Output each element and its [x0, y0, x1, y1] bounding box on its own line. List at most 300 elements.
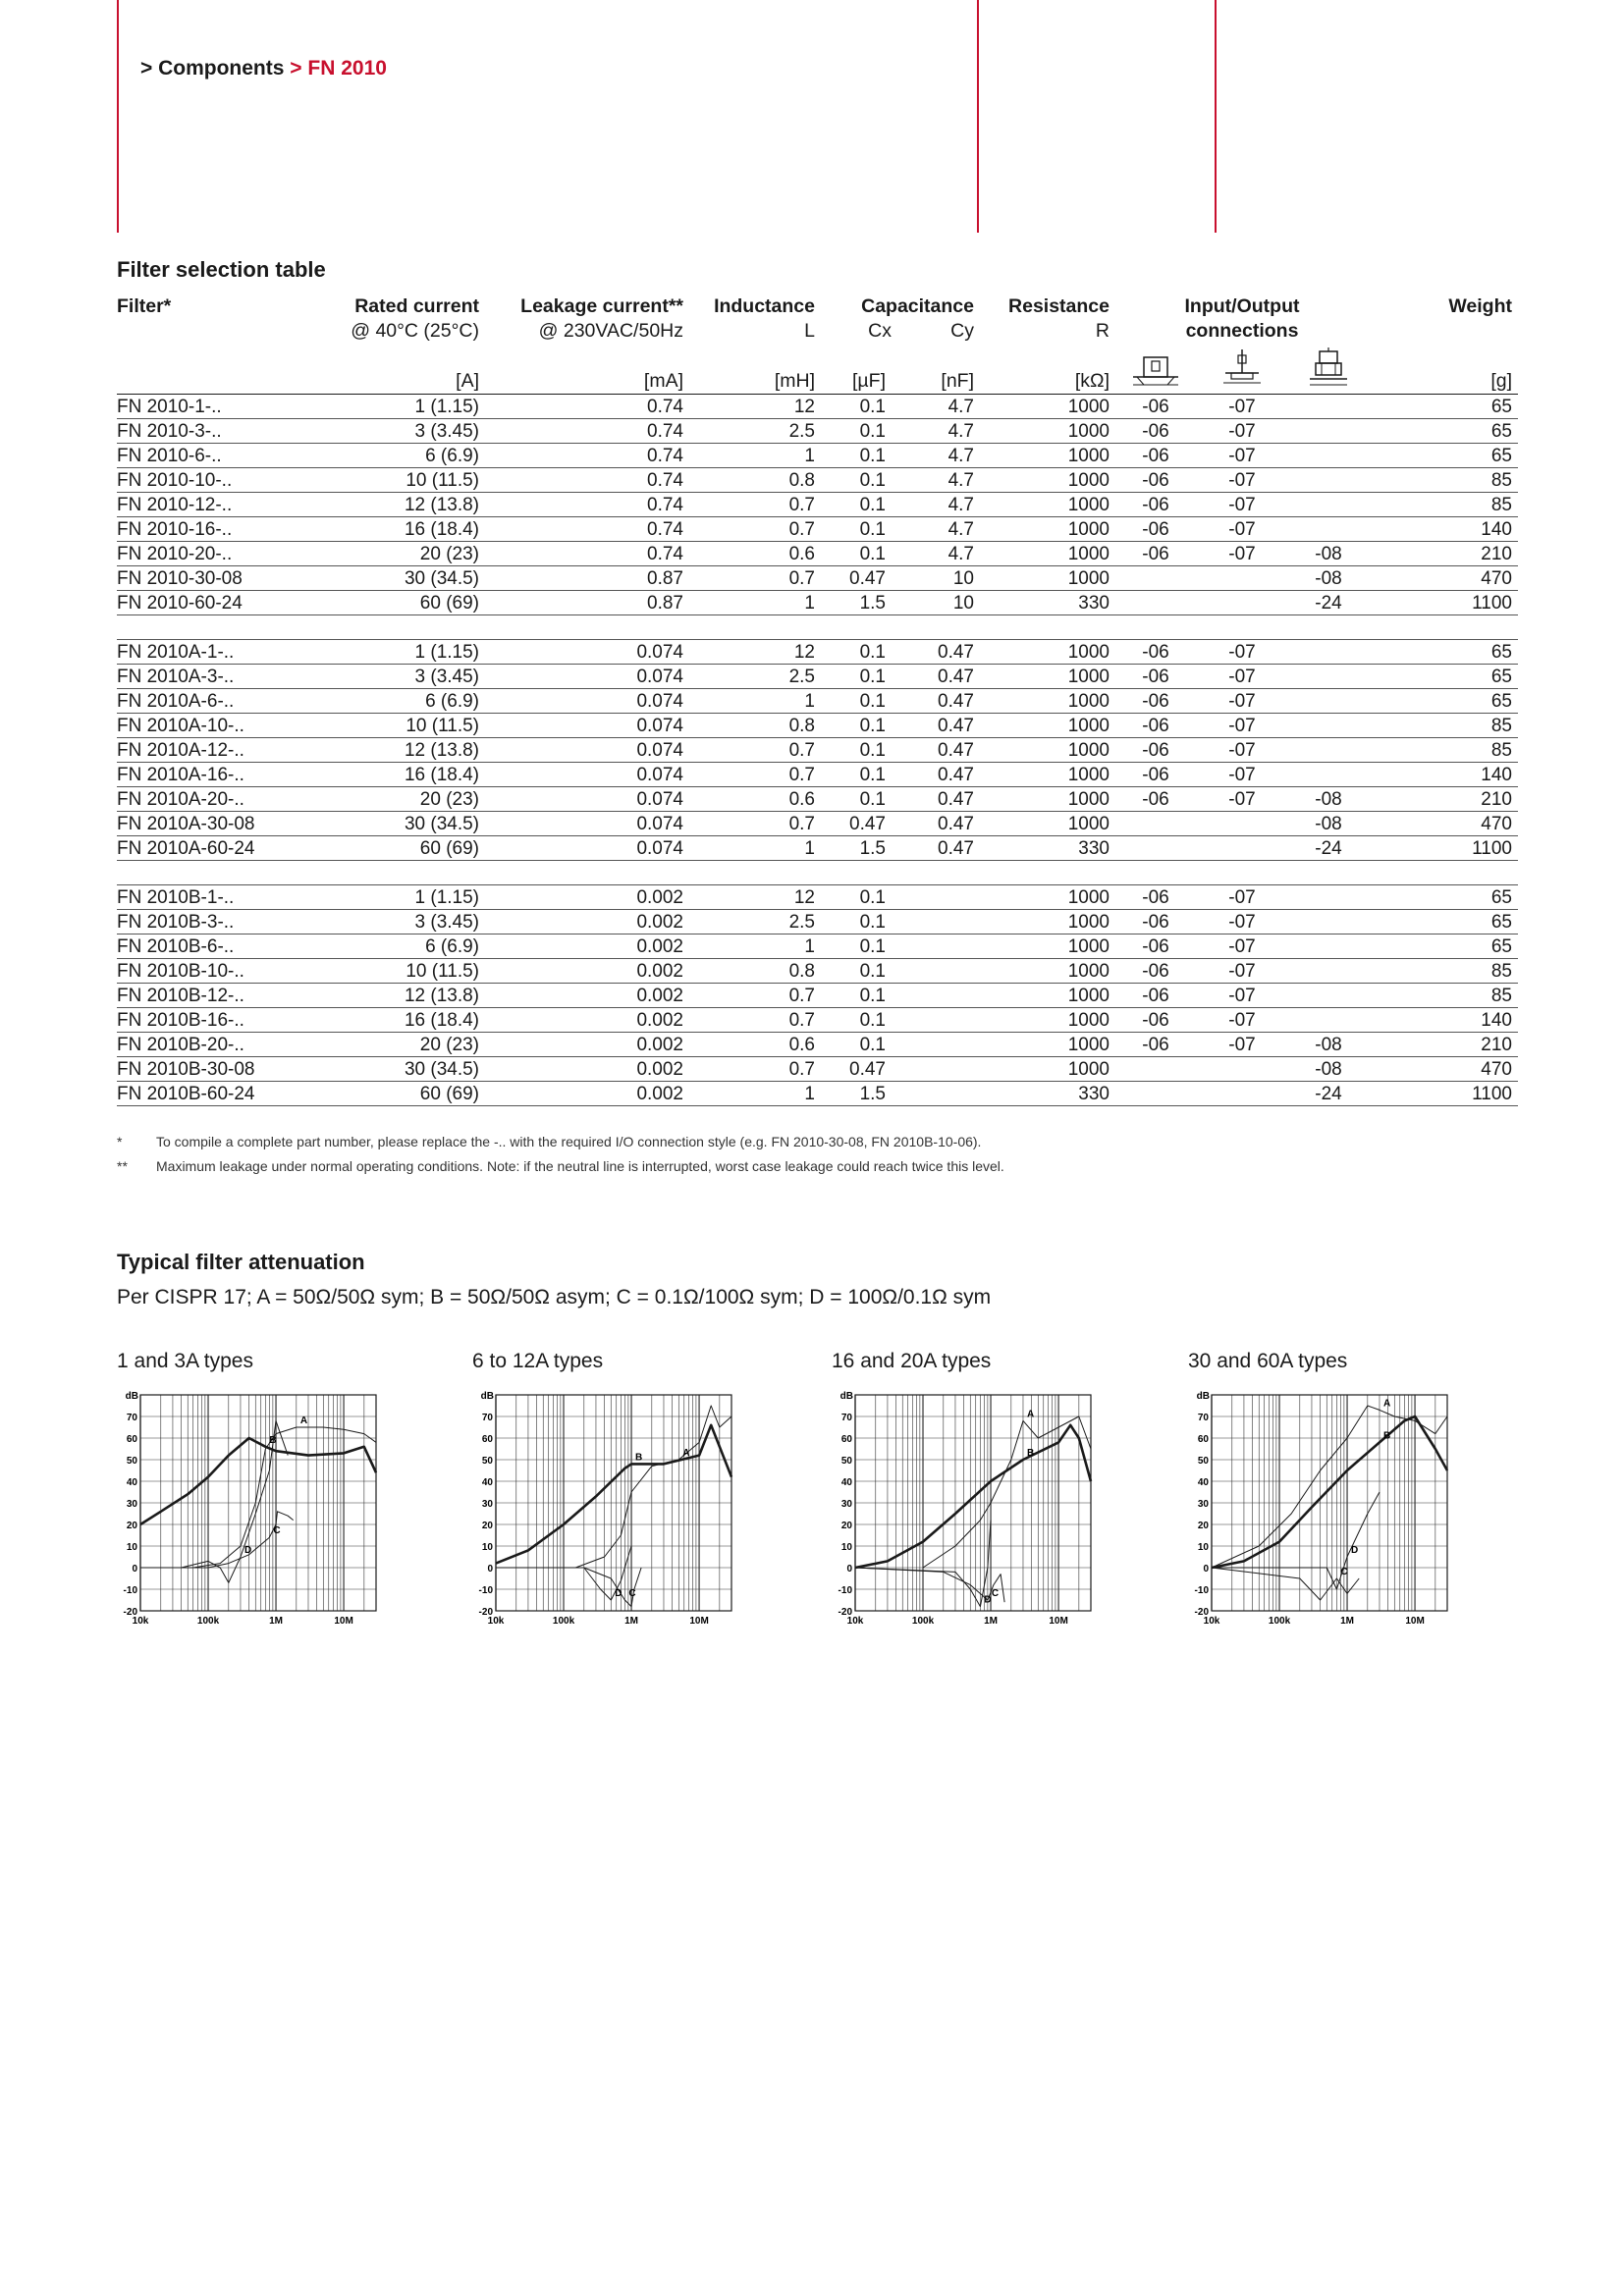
cell-cx: 0.1	[821, 517, 892, 542]
cell-io-07: -07	[1202, 542, 1288, 566]
cell-resistance: 1000	[980, 542, 1115, 566]
cell-rated-current: 1 (1.15)	[325, 640, 485, 665]
table-row	[117, 689, 1518, 714]
cell-cx: 0.1	[821, 493, 892, 517]
y-axis-label: dB	[125, 1391, 138, 1402]
cell-cy	[892, 885, 980, 910]
col-rated-current: Rated current @ 40°C (25°C)	[351, 295, 479, 342]
y-tick-label: 50	[1197, 1456, 1209, 1467]
cell-cx: 0.1	[821, 885, 892, 910]
cell-io-06: -06	[1115, 517, 1202, 542]
y-tick-label: 50	[481, 1456, 493, 1467]
cell-io-08: -24	[1288, 1082, 1375, 1106]
cell-cy: 4.7	[892, 517, 980, 542]
cell-rated-current: 6 (6.9)	[325, 934, 485, 959]
cell-cy: 0.47	[892, 763, 980, 787]
cell-inductance: 0.7	[689, 738, 821, 763]
cell-io-07: -07	[1202, 910, 1288, 934]
cell-rated-current: 60 (69)	[325, 1082, 485, 1106]
cell-cx: 0.1	[821, 395, 892, 419]
cell-weight: 140	[1375, 1008, 1518, 1033]
cell-resistance: 1000	[980, 395, 1115, 419]
cell-filter: FN 2010A-3-..	[117, 665, 325, 689]
table-row	[117, 714, 1518, 738]
table-body	[117, 395, 1518, 1106]
cell-io-06: -06	[1115, 640, 1202, 665]
cell-filter: FN 2010A-10-..	[117, 714, 325, 738]
cell-cy: 0.47	[892, 665, 980, 689]
cell-cx: 0.47	[821, 566, 892, 591]
y-tick-label: 0	[1203, 1564, 1209, 1575]
col-io-connections: Input/Output connections	[1184, 295, 1300, 342]
col-weight: Weight	[1448, 295, 1512, 317]
y-tick-label: 10	[840, 1542, 852, 1553]
cell-inductance: 1	[689, 689, 821, 714]
cell-cy: 4.7	[892, 419, 980, 444]
cell-cy: 10	[892, 566, 980, 591]
cell-rated-current: 10 (11.5)	[325, 959, 485, 984]
cell-inductance: 0.7	[689, 984, 821, 1008]
cell-io-08	[1288, 689, 1375, 714]
cell-rated-current: 30 (34.5)	[325, 812, 485, 836]
cell-inductance: 0.6	[689, 1033, 821, 1057]
table-row	[117, 395, 1518, 419]
table-row	[117, 787, 1518, 812]
cell-resistance: 1000	[980, 444, 1115, 468]
y-tick-label: 0	[487, 1564, 493, 1575]
cell-weight: 65	[1375, 665, 1518, 689]
cell-io-06: -06	[1115, 493, 1202, 517]
cell-io-08	[1288, 984, 1375, 1008]
cell-resistance: 1000	[980, 812, 1115, 836]
cell-cx: 1.5	[821, 591, 892, 615]
cell-resistance: 1000	[980, 468, 1115, 493]
cell-io-06: -06	[1115, 885, 1202, 910]
y-tick-label: 20	[481, 1521, 493, 1531]
cell-filter: FN 2010A-1-..	[117, 640, 325, 665]
cell-cx: 0.1	[821, 542, 892, 566]
cell-leakage: 0.074	[485, 738, 689, 763]
y-tick-label: 40	[481, 1477, 493, 1488]
cell-filter: FN 2010-60-24	[117, 591, 325, 615]
cell-resistance: 1000	[980, 689, 1115, 714]
cell-io-08	[1288, 934, 1375, 959]
cell-rated-current: 3 (3.45)	[325, 665, 485, 689]
cell-io-08	[1288, 468, 1375, 493]
cell-inductance: 0.7	[689, 812, 821, 836]
y-tick-label: 10	[1197, 1542, 1209, 1553]
y-tick-label: -10	[1194, 1585, 1209, 1596]
table-row	[117, 591, 1518, 615]
y-tick-label: -20	[478, 1607, 493, 1618]
x-tick-label: 100k	[196, 1616, 220, 1627]
io-type-08-icon	[1288, 344, 1375, 395]
table-row	[117, 468, 1518, 493]
y-axis-label: dB	[1196, 1391, 1210, 1402]
y-tick-label: -10	[123, 1585, 137, 1596]
series-b-label: B	[635, 1452, 643, 1464]
cell-leakage: 0.074	[485, 812, 689, 836]
cell-leakage: 0.74	[485, 517, 689, 542]
series-b-label: B	[1382, 1430, 1391, 1442]
cell-weight: 65	[1375, 419, 1518, 444]
cell-leakage: 0.074	[485, 836, 689, 861]
cell-rated-current: 12 (13.8)	[325, 493, 485, 517]
x-tick-label: 10M	[1049, 1616, 1068, 1627]
cell-io-08	[1288, 763, 1375, 787]
cell-cx: 0.1	[821, 934, 892, 959]
cell-cy: 0.47	[892, 836, 980, 861]
cell-cy	[892, 959, 980, 984]
io-type-07-icon	[1202, 344, 1288, 395]
cell-io-07: -07	[1202, 640, 1288, 665]
cell-io-06: -06	[1115, 787, 1202, 812]
cell-cy	[892, 910, 980, 934]
cell-inductance: 2.5	[689, 910, 821, 934]
cell-io-07	[1202, 1082, 1288, 1106]
cell-resistance: 1000	[980, 1057, 1115, 1082]
cell-rated-current: 20 (23)	[325, 1033, 485, 1057]
y-tick-label: 10	[126, 1542, 137, 1553]
cell-filter: FN 2010-10-..	[117, 468, 325, 493]
y-tick-label: 30	[1197, 1499, 1209, 1510]
y-tick-label: 70	[126, 1413, 137, 1423]
cell-io-06: -06	[1115, 934, 1202, 959]
y-tick-label: 20	[840, 1521, 852, 1531]
cell-inductance: 0.8	[689, 714, 821, 738]
series-c-line	[140, 1512, 294, 1568]
cell-cy: 4.7	[892, 493, 980, 517]
y-tick-label: 10	[481, 1542, 493, 1553]
cell-leakage: 0.074	[485, 787, 689, 812]
table-row	[117, 419, 1518, 444]
breadcrumb-components[interactable]: > Components	[140, 57, 285, 80]
x-tick-label: 10k	[487, 1616, 505, 1627]
cell-cx: 1.5	[821, 1082, 892, 1106]
cell-io-06	[1115, 591, 1202, 615]
y-tick-label: 50	[840, 1456, 852, 1467]
io-type-06-icon	[1115, 344, 1202, 395]
cell-io-08: -08	[1288, 1033, 1375, 1057]
attenuation-chart-1-3a	[117, 1383, 392, 1668]
cell-io-08	[1288, 910, 1375, 934]
table-row	[117, 984, 1518, 1008]
cell-cx: 0.1	[821, 1033, 892, 1057]
y-tick-label: 60	[126, 1434, 137, 1445]
cell-leakage: 0.74	[485, 419, 689, 444]
y-tick-label: -20	[1194, 1607, 1209, 1618]
cell-io-08	[1288, 640, 1375, 665]
y-axis-label: dB	[480, 1391, 494, 1402]
cell-filter: FN 2010-3-..	[117, 419, 325, 444]
cell-io-07: -07	[1202, 763, 1288, 787]
table-row	[117, 1033, 1518, 1057]
cell-filter: FN 2010A-6-..	[117, 689, 325, 714]
cell-io-06	[1115, 812, 1202, 836]
cell-inductance: 1	[689, 836, 821, 861]
cell-cy: 0.47	[892, 812, 980, 836]
cell-io-07	[1202, 591, 1288, 615]
cell-cx: 0.1	[821, 689, 892, 714]
group-separator	[117, 861, 1518, 885]
cell-cx: 0.1	[821, 468, 892, 493]
cell-io-08: -08	[1288, 542, 1375, 566]
y-tick-label: 60	[840, 1434, 852, 1445]
series-a-label: A	[682, 1448, 690, 1459]
unit-resistance: [kΩ]	[980, 344, 1115, 395]
col-inductance: Inductance L	[714, 295, 815, 342]
cell-filter: FN 2010-12-..	[117, 493, 325, 517]
attenuation-subtitle: Per CISPR 17; A = 50Ω/50Ω sym; B = 50Ω/50Ω asym; C = 0.1Ω/100Ω sym; D = 100Ω/0.1Ω sym	[117, 1286, 992, 1308]
cell-io-07: -07	[1202, 1008, 1288, 1033]
cell-cy: 4.7	[892, 395, 980, 419]
cell-cx: 0.1	[821, 959, 892, 984]
cell-io-06: -06	[1115, 444, 1202, 468]
cell-inductance: 1	[689, 591, 821, 615]
cell-filter: FN 2010B-60-24	[117, 1082, 325, 1106]
y-tick-label: 30	[481, 1499, 493, 1510]
cell-cx: 0.1	[821, 984, 892, 1008]
table-row	[117, 493, 1518, 517]
unit-leakage: [mA]	[485, 344, 689, 395]
red-rule-left	[117, 0, 119, 233]
cell-io-07: -07	[1202, 885, 1288, 910]
y-tick-label: -10	[478, 1585, 493, 1596]
y-tick-label: 60	[481, 1434, 493, 1445]
table-row	[117, 910, 1518, 934]
y-tick-label: 30	[126, 1499, 137, 1510]
attenuation-chart-16-20a	[832, 1383, 1107, 1668]
y-tick-label: -20	[123, 1607, 137, 1618]
cell-resistance: 330	[980, 836, 1115, 861]
cell-io-08	[1288, 1008, 1375, 1033]
x-tick-label: 10M	[689, 1616, 709, 1627]
cell-inductance: 1	[689, 1082, 821, 1106]
cell-rated-current: 12 (13.8)	[325, 738, 485, 763]
cell-io-07: -07	[1202, 738, 1288, 763]
cell-io-06: -06	[1115, 395, 1202, 419]
grid	[496, 1395, 731, 1611]
cell-filter: FN 2010-16-..	[117, 517, 325, 542]
cell-io-06: -06	[1115, 419, 1202, 444]
chart-title: 6 to 12A types	[472, 1350, 604, 1372]
breadcrumb	[140, 57, 387, 80]
table-row	[117, 738, 1518, 763]
unit-cx: [µF]	[821, 344, 892, 395]
cell-weight: 85	[1375, 714, 1518, 738]
cell-cx: 0.1	[821, 738, 892, 763]
series-a-line	[923, 1416, 1091, 1568]
cell-io-07: -07	[1202, 984, 1288, 1008]
cell-resistance: 1000	[980, 984, 1115, 1008]
cell-io-06: -06	[1115, 1008, 1202, 1033]
series-c-label: C	[991, 1588, 1000, 1599]
cell-inductance: 2.5	[689, 419, 821, 444]
cell-leakage: 0.74	[485, 468, 689, 493]
col-filter: Filter*	[117, 295, 172, 317]
table-row	[117, 1008, 1518, 1033]
attenuation-chart-30-60a	[1188, 1383, 1463, 1668]
cell-filter: FN 2010B-1-..	[117, 885, 325, 910]
series-a-label: A	[299, 1415, 308, 1426]
cell-leakage: 0.002	[485, 934, 689, 959]
cell-weight: 65	[1375, 910, 1518, 934]
cell-weight: 85	[1375, 468, 1518, 493]
cell-resistance: 1000	[980, 910, 1115, 934]
cell-resistance: 1000	[980, 763, 1115, 787]
cell-io-06: -06	[1115, 468, 1202, 493]
table-row	[117, 934, 1518, 959]
cell-io-08: -08	[1288, 566, 1375, 591]
cell-cy: 0.47	[892, 689, 980, 714]
cell-io-07	[1202, 1057, 1288, 1082]
cell-inductance: 0.8	[689, 468, 821, 493]
red-rule-right	[1215, 0, 1217, 233]
x-tick-label: 10M	[1405, 1616, 1425, 1627]
cell-cx: 1.5	[821, 836, 892, 861]
cell-filter: FN 2010-6-..	[117, 444, 325, 468]
cell-filter: FN 2010-30-08	[117, 566, 325, 591]
cell-inductance: 0.6	[689, 542, 821, 566]
cell-inductance: 0.7	[689, 566, 821, 591]
table-row	[117, 444, 1518, 468]
cell-cx: 0.1	[821, 787, 892, 812]
table-row	[117, 959, 1518, 984]
cell-weight: 65	[1375, 640, 1518, 665]
cell-leakage: 0.74	[485, 395, 689, 419]
cell-cx: 0.1	[821, 1008, 892, 1033]
series-a-label: A	[1026, 1409, 1035, 1420]
series-d-label: D	[615, 1588, 623, 1599]
y-tick-label: -10	[838, 1585, 852, 1596]
y-tick-label: 70	[481, 1413, 493, 1423]
cell-rated-current: 16 (18.4)	[325, 1008, 485, 1033]
x-tick-label: 10M	[334, 1616, 353, 1627]
cell-weight: 85	[1375, 738, 1518, 763]
cell-io-07	[1202, 566, 1288, 591]
cell-weight: 470	[1375, 812, 1518, 836]
cell-rated-current: 20 (23)	[325, 787, 485, 812]
cell-io-07	[1202, 836, 1288, 861]
cell-rated-current: 10 (11.5)	[325, 468, 485, 493]
x-tick-label: 10k	[846, 1616, 864, 1627]
attenuation-chart-6-12a	[472, 1383, 747, 1668]
cell-leakage: 0.074	[485, 763, 689, 787]
cell-weight: 65	[1375, 689, 1518, 714]
y-tick-label: 50	[126, 1456, 137, 1467]
cell-cy	[892, 984, 980, 1008]
col-resistance: Resistance R	[1008, 295, 1110, 342]
cell-inductance: 2.5	[689, 665, 821, 689]
cell-io-08: -08	[1288, 1057, 1375, 1082]
cell-rated-current: 16 (18.4)	[325, 763, 485, 787]
attenuation-title: Typical filter attenuation	[117, 1250, 365, 1274]
cell-weight: 65	[1375, 934, 1518, 959]
y-tick-label: 20	[126, 1521, 137, 1531]
cell-rated-current: 3 (3.45)	[325, 910, 485, 934]
cell-leakage: 0.002	[485, 1082, 689, 1106]
cell-io-08: -24	[1288, 836, 1375, 861]
cell-resistance: 330	[980, 1082, 1115, 1106]
cell-filter: FN 2010A-30-08	[117, 812, 325, 836]
cell-weight: 85	[1375, 493, 1518, 517]
cell-io-07: -07	[1202, 517, 1288, 542]
cell-rated-current: 12 (13.8)	[325, 984, 485, 1008]
cell-weight: 210	[1375, 542, 1518, 566]
cell-cx: 0.1	[821, 419, 892, 444]
cell-rated-current: 10 (11.5)	[325, 714, 485, 738]
cell-io-08	[1288, 444, 1375, 468]
table-row	[117, 1082, 1518, 1106]
footnotes	[117, 1130, 1004, 1179]
cell-leakage: 0.002	[485, 959, 689, 984]
cell-io-08	[1288, 959, 1375, 984]
cell-resistance: 330	[980, 591, 1115, 615]
cell-io-06: -06	[1115, 714, 1202, 738]
col-leakage: Leakage current** @ 230VAC/50Hz	[520, 295, 683, 342]
table-row	[117, 885, 1518, 910]
cell-leakage: 0.002	[485, 984, 689, 1008]
cell-io-08	[1288, 738, 1375, 763]
cell-leakage: 0.074	[485, 640, 689, 665]
x-tick-label: 100k	[1268, 1616, 1291, 1627]
cell-leakage: 0.87	[485, 591, 689, 615]
x-tick-label: 100k	[552, 1616, 575, 1627]
series-c-label: C	[1340, 1567, 1348, 1577]
y-tick-label: -20	[838, 1607, 852, 1618]
cell-io-08	[1288, 517, 1375, 542]
cell-leakage: 0.87	[485, 566, 689, 591]
cell-io-06: -06	[1115, 542, 1202, 566]
cell-weight: 85	[1375, 959, 1518, 984]
cell-cx: 0.1	[821, 910, 892, 934]
cell-io-06	[1115, 1082, 1202, 1106]
cell-leakage: 0.74	[485, 444, 689, 468]
series-c-label: C	[273, 1525, 281, 1537]
cell-cy: 0.47	[892, 787, 980, 812]
cell-io-06	[1115, 1057, 1202, 1082]
table-row	[117, 640, 1518, 665]
cell-leakage: 0.002	[485, 1033, 689, 1057]
cell-inductance: 0.7	[689, 517, 821, 542]
chart-2	[472, 1350, 747, 1673]
x-tick-label: 10k	[132, 1616, 149, 1627]
cell-cx: 0.1	[821, 444, 892, 468]
series-c-line	[496, 1568, 641, 1607]
cell-inductance: 0.8	[689, 959, 821, 984]
cell-resistance: 1000	[980, 517, 1115, 542]
cell-leakage: 0.74	[485, 542, 689, 566]
table-row	[117, 517, 1518, 542]
cell-cy	[892, 1057, 980, 1082]
cell-io-07: -07	[1202, 959, 1288, 984]
cell-cy	[892, 1033, 980, 1057]
cell-io-07: -07	[1202, 689, 1288, 714]
cell-io-06: -06	[1115, 1033, 1202, 1057]
cell-weight: 65	[1375, 395, 1518, 419]
cell-weight: 470	[1375, 566, 1518, 591]
cell-weight: 1100	[1375, 836, 1518, 861]
series-c-line	[1212, 1568, 1359, 1600]
cell-cx: 0.1	[821, 714, 892, 738]
cell-io-06: -06	[1115, 910, 1202, 934]
cell-resistance: 1000	[980, 714, 1115, 738]
unit-inductance: [mH]	[689, 344, 821, 395]
series-a-label: A	[1382, 1398, 1391, 1410]
y-tick-label: 30	[840, 1499, 852, 1510]
cell-inductance: 0.6	[689, 787, 821, 812]
table-row	[117, 566, 1518, 591]
